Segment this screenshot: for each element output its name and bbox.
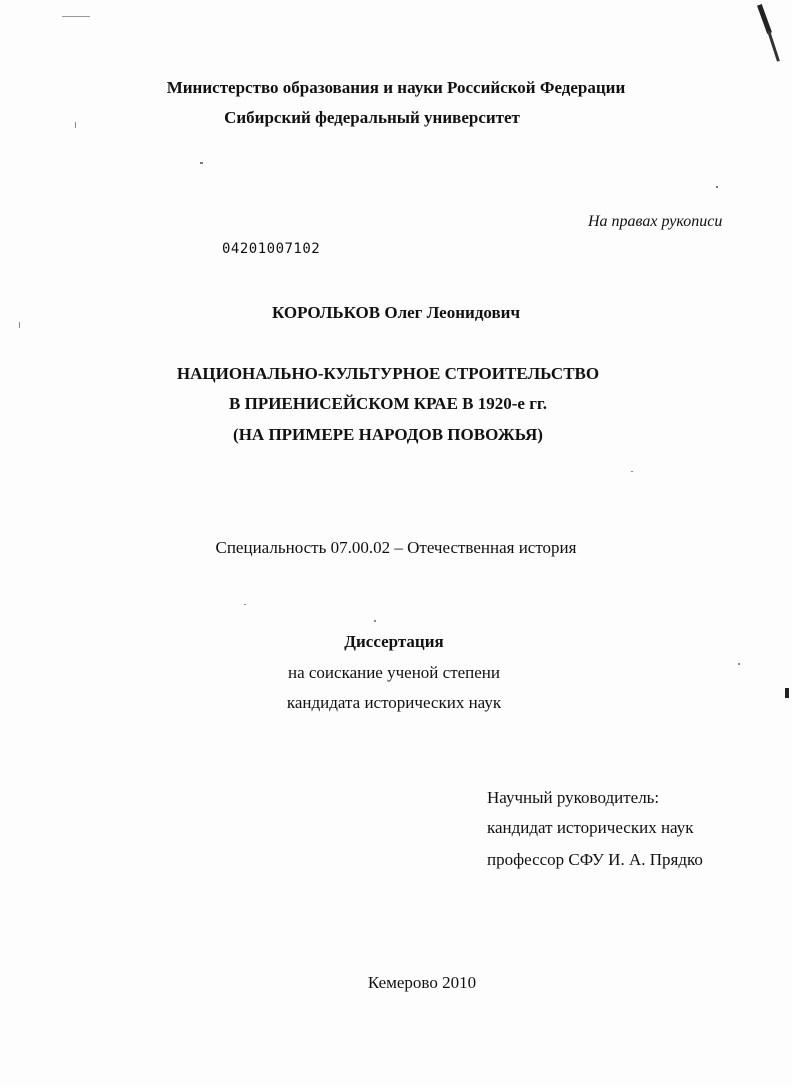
dissertation-heading: Диссертация (344, 632, 444, 651)
university-name: Сибирский федеральный университет (224, 108, 520, 127)
title-line-3: (НА ПРИМЕРЕ НАРОДОВ ПОВОЖЬЯ) (233, 425, 543, 444)
place-and-year: Кемерово 2010 (367, 973, 477, 992)
scan-artifact (200, 162, 203, 164)
dissertation-degree-line-1: на соискание ученой степени (287, 663, 501, 682)
scan-artifact (62, 16, 90, 17)
dissertation-degree-line-2: кандидата исторических наук (286, 693, 502, 712)
supervisor-name: профессор СФУ И. А. Прядко (487, 850, 703, 869)
scan-artifact (631, 471, 633, 472)
supervisor-degree: кандидат исторических наук (487, 818, 694, 837)
manuscript-note: На правах рукописи (588, 213, 723, 230)
scan-artifact (716, 186, 718, 188)
catalog-number: 04201007102 (222, 241, 321, 257)
supervisor-label: Научный руководитель: (487, 788, 660, 807)
scan-artifact (244, 604, 246, 605)
scan-artifact (767, 30, 780, 61)
scan-artifact (374, 620, 376, 622)
author-name (0, 303, 792, 323)
author-given-names: Олег Леонидович (384, 303, 521, 322)
ministry-name: Министерство образования и науки Российской Федерации (166, 78, 626, 97)
author-surname: КОРОЛЬКОВ (271, 303, 381, 322)
title-line-2: В ПРИЕНИСЕЙСКОМ КРАЕ В 1920-е гг. (229, 394, 547, 413)
specialty: Специальность 07.00.02 – Отечественная история (215, 538, 577, 557)
title-line-1: НАЦИОНАЛЬНО-КУЛЬТУРНОЕ СТРОИТЕЛЬСТВО (176, 364, 600, 383)
